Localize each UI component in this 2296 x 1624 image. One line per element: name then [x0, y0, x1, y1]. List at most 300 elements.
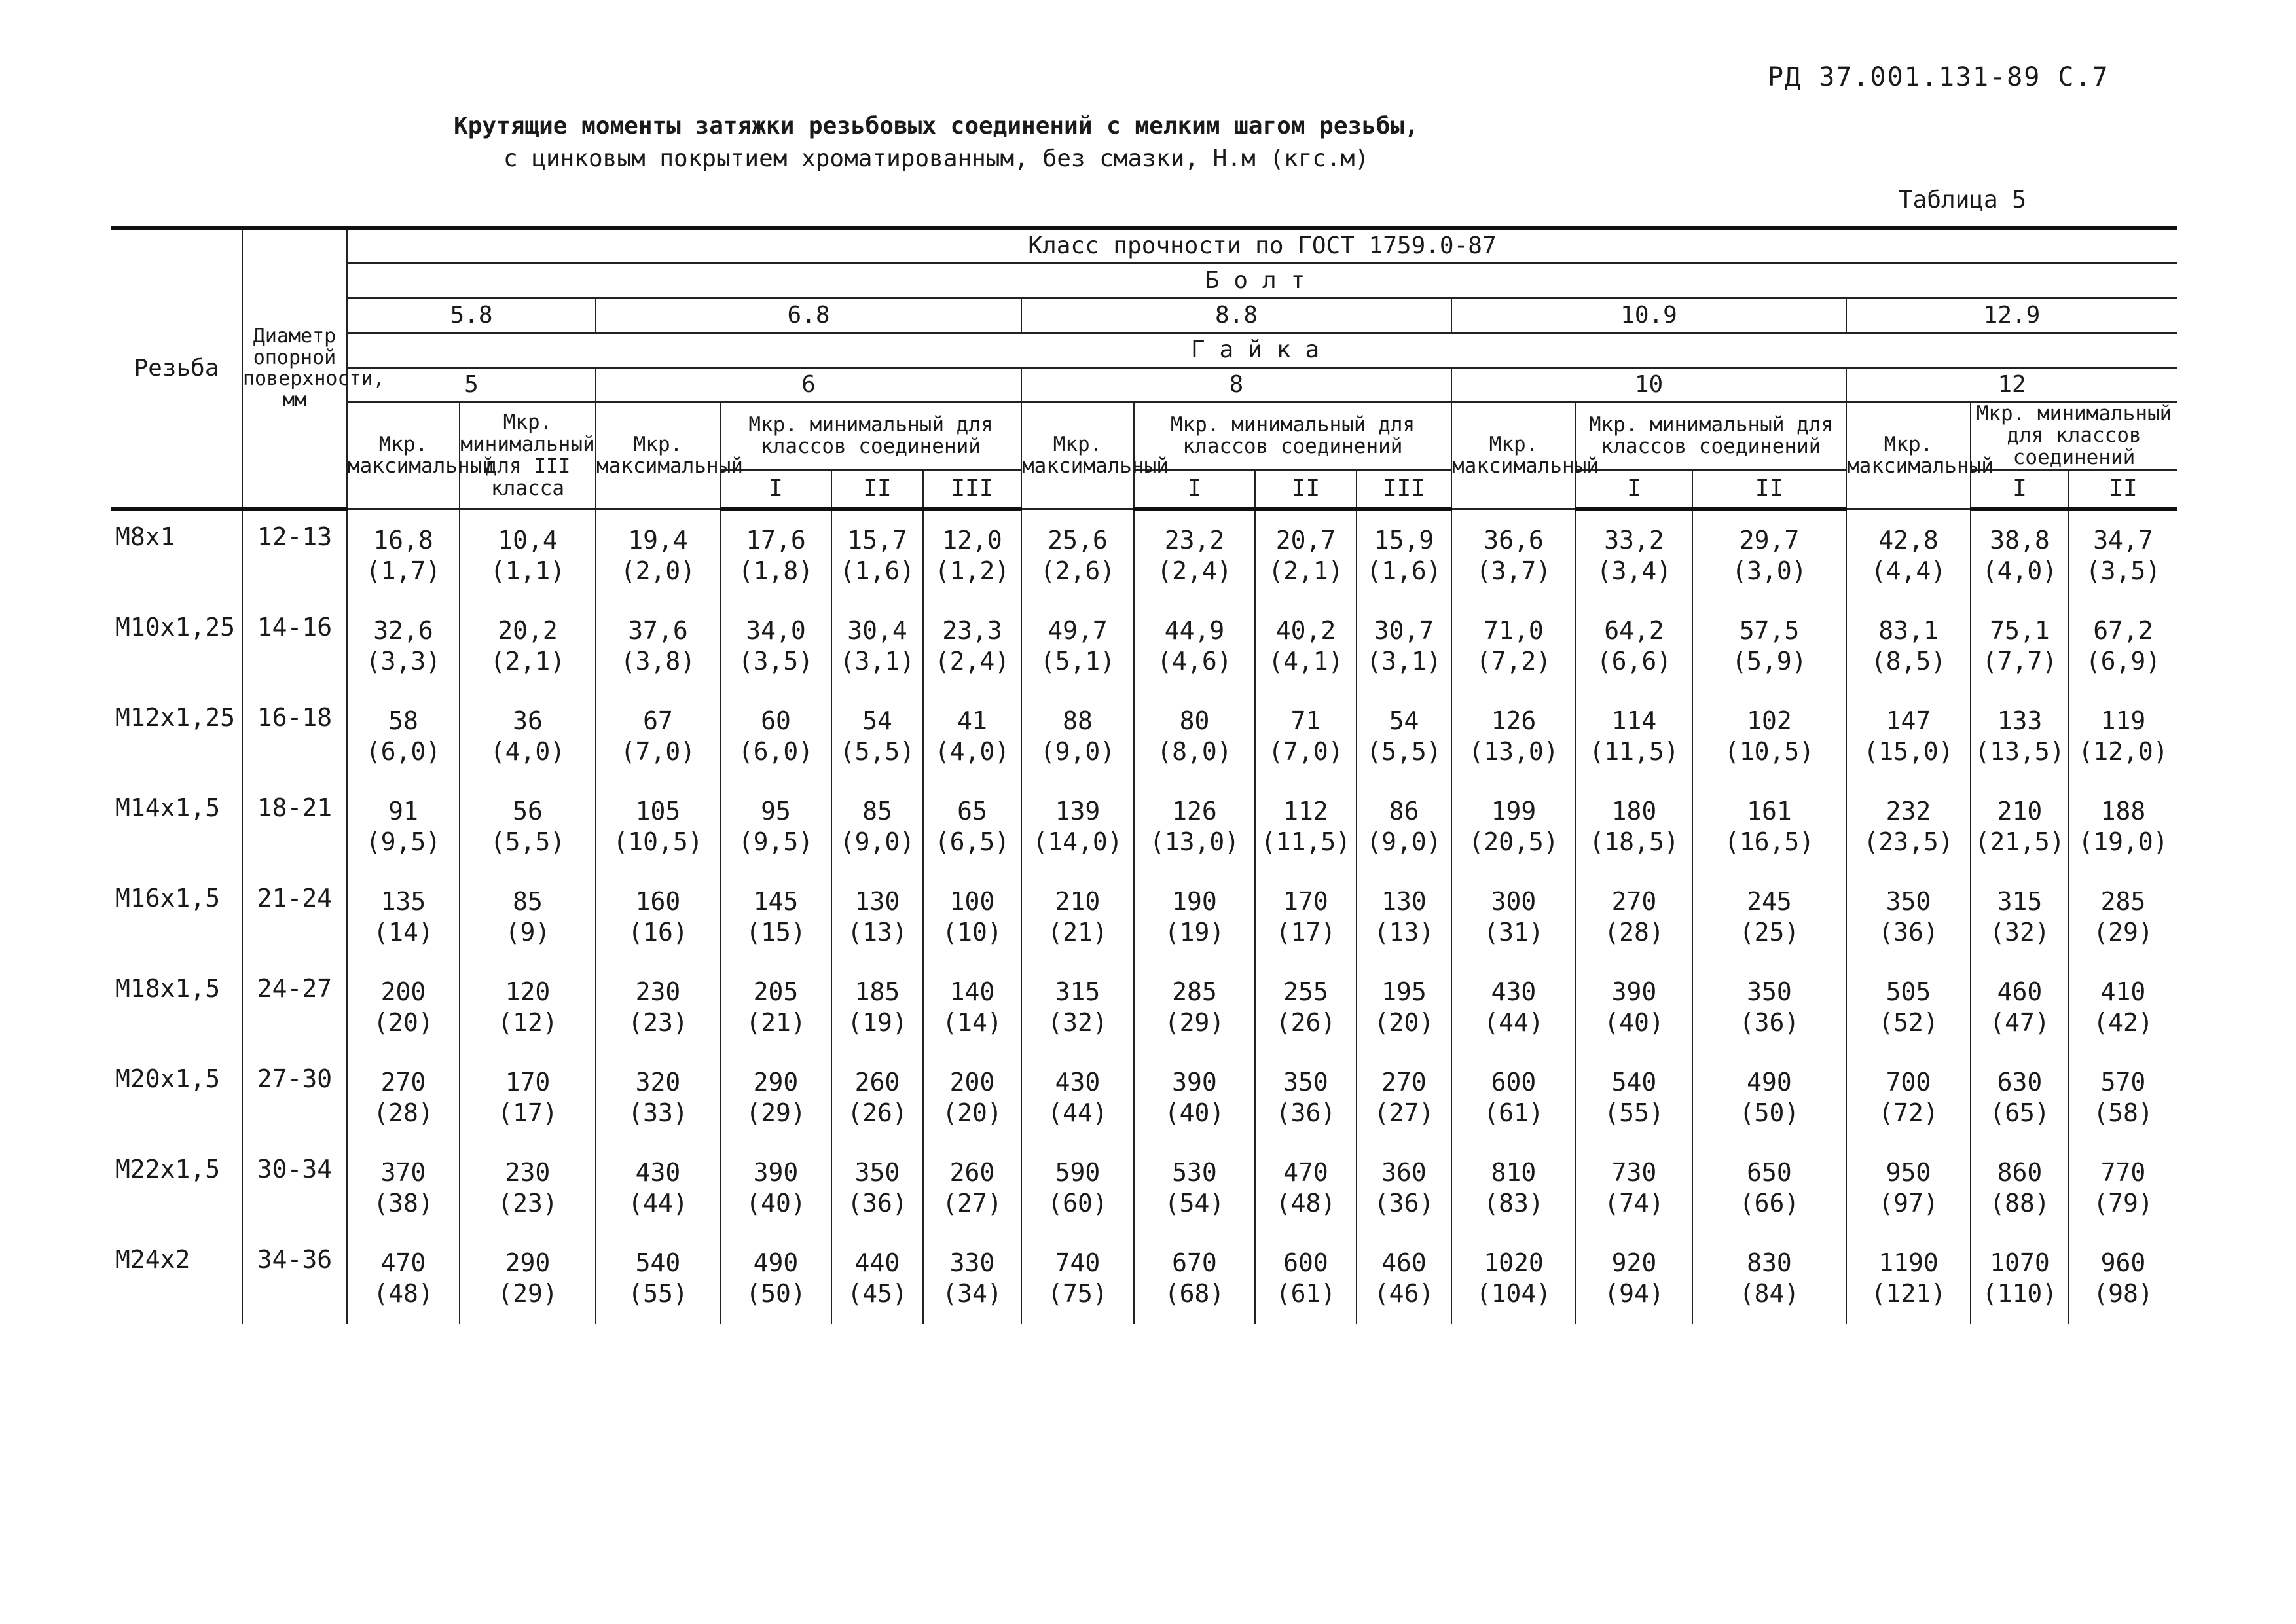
torque-nm-value: 570 — [2100, 1068, 2146, 1097]
torque-nm-value: 130 — [854, 887, 900, 916]
torque-kgfm-value: (9,5) — [738, 827, 814, 857]
torque-kgfm-value: (1,8) — [738, 556, 814, 586]
torque-cell — [2069, 601, 2177, 691]
torque-nm-value: 232 — [1886, 797, 1931, 826]
conn-class-1: I — [1134, 470, 1255, 509]
torque-cell — [1451, 1143, 1576, 1233]
torque-kgfm-value: (97) — [1878, 1189, 1939, 1218]
conn-class-1: I — [1576, 470, 1692, 509]
torque-nm-value: 100 — [949, 887, 995, 916]
nut-class-12: 12 — [1846, 368, 2177, 403]
torque-nm-value: 41 — [957, 706, 987, 736]
torque-nm-value: 390 — [753, 1158, 799, 1187]
conn-class-2: II — [831, 470, 923, 509]
thread-cell: М8х1 — [115, 522, 175, 552]
torque-cell — [347, 1053, 460, 1143]
torque-kgfm-value: (18,5) — [1589, 827, 1679, 857]
torque-nm-value: 126 — [1491, 706, 1537, 736]
torque-kgfm-value: (6,6) — [1596, 647, 1672, 676]
torque-nm-value: 57,5 — [1739, 616, 1800, 645]
torque-nm-value: 199 — [1491, 797, 1537, 826]
torque-cell — [1692, 601, 1846, 691]
torque-cell — [1021, 601, 1134, 691]
torque-nm-value: 15,9 — [1374, 526, 1434, 555]
bolt-class-12-9: 12.9 — [1846, 298, 2177, 333]
torque-cell — [831, 1053, 923, 1143]
torque-nm-value: 460 — [1381, 1248, 1427, 1278]
torque-cell — [720, 1053, 831, 1143]
torque-cell — [1846, 962, 1971, 1053]
table-row — [111, 782, 2177, 872]
torque-kgfm-value: (4,6) — [1157, 647, 1232, 676]
torque-kgfm-value: (42) — [2093, 1008, 2153, 1038]
torque-kgfm-value: (36) — [1739, 1008, 1800, 1038]
torque-kgfm-value: (44) — [628, 1189, 688, 1218]
torque-nm-value: 430 — [1491, 977, 1537, 1007]
torque-kgfm-value: (4,0) — [490, 737, 566, 767]
torque-kgfm-value: (21,5) — [1975, 827, 2065, 857]
torque-cell — [1971, 872, 2069, 962]
torque-nm-value: 285 — [2100, 887, 2146, 916]
torque-nm-value: 54 — [862, 706, 892, 736]
torque-cell — [1576, 691, 1692, 782]
torque-cell — [347, 1143, 460, 1233]
torque-nm-value: 205 — [753, 977, 799, 1007]
torque-kgfm-value: (60) — [1048, 1189, 1108, 1218]
torque-kgfm-value: (27) — [942, 1189, 1002, 1218]
torque-cell — [1692, 1233, 1846, 1324]
table-subtitle: с цинковым покрытием хроматированным, без смазки, Н.м (кгс.м) — [503, 145, 1370, 172]
torque-nm-value: 160 — [635, 887, 681, 916]
torque-kgfm-value: (3,5) — [2085, 556, 2161, 586]
torque-nm-value: 85 — [513, 887, 543, 916]
diameter-header: Диаметр опорной поверхности, мм — [242, 228, 347, 509]
torque-cell — [1255, 601, 1357, 691]
table-row — [111, 1053, 2177, 1143]
torque-kgfm-value: (38) — [373, 1189, 433, 1218]
torque-kgfm-value: (2,0) — [620, 556, 696, 585]
torque-nm-value: 260 — [854, 1068, 900, 1097]
torque-kgfm-value: (7,7) — [1982, 647, 2058, 676]
torque-kgfm-value: (23) — [628, 1008, 688, 1038]
torque-cell — [923, 509, 1021, 602]
torque-cell — [1255, 962, 1357, 1053]
torque-cell — [1357, 1143, 1451, 1233]
torque-cell — [1021, 782, 1134, 872]
nut-class-10: 10 — [1451, 368, 1846, 403]
torque-nm-value: 270 — [1611, 887, 1657, 916]
torque-kgfm-value: (5,5) — [1366, 737, 1442, 767]
torque-nm-value: 350 — [854, 1158, 900, 1187]
torque-nm-value: 44,9 — [1164, 616, 1225, 645]
torque-cell — [720, 509, 831, 602]
torque-nm-value: 170 — [505, 1068, 551, 1097]
torque-cell — [831, 601, 923, 691]
torque-nm-value: 20,2 — [498, 616, 558, 645]
torque-nm-value: 40,2 — [1275, 616, 1336, 645]
torque-cell — [1971, 1053, 2069, 1143]
torque-kgfm-value: (17) — [1275, 918, 1336, 947]
torque-nm-value: 135 — [380, 887, 426, 916]
torque-cell — [1846, 782, 1971, 872]
torque-nm-value: 245 — [1747, 887, 1792, 916]
torque-nm-value: 700 — [1886, 1068, 1931, 1097]
thread-cell: М20х1,5 — [115, 1064, 221, 1094]
torque-kgfm-value: (14) — [942, 1008, 1002, 1038]
torque-kgfm-value: (13) — [847, 918, 907, 947]
torque-cell — [460, 1233, 596, 1324]
torque-kgfm-value: (7,0) — [1268, 737, 1343, 767]
torque-nm-value: 185 — [854, 977, 900, 1007]
torque-cell — [1451, 691, 1576, 782]
max-torque-label: Мкр. максимальный — [1021, 403, 1134, 509]
torque-cell — [1255, 872, 1357, 962]
torque-cell — [923, 782, 1021, 872]
torque-cell — [720, 1143, 831, 1233]
torque-cell — [1451, 1053, 1576, 1143]
torque-kgfm-value: (48) — [373, 1279, 433, 1308]
torque-cell — [720, 962, 831, 1053]
torque-kgfm-value: (9,0) — [1366, 827, 1442, 857]
torque-cell — [1971, 601, 2069, 691]
torque-kgfm-value: (6,5) — [934, 827, 1010, 857]
torque-kgfm-value: (72) — [1878, 1098, 1939, 1128]
torque-nm-value: 390 — [1611, 977, 1657, 1007]
torque-cell — [1255, 509, 1357, 602]
torque-nm-value: 300 — [1491, 887, 1537, 916]
torque-kgfm-value: (83) — [1484, 1189, 1544, 1218]
torque-nm-value: 180 — [1611, 797, 1657, 826]
torque-cell — [1255, 1143, 1357, 1233]
torque-kgfm-value: (1,6) — [839, 556, 915, 586]
torque-nm-value: 490 — [1747, 1068, 1792, 1097]
nut-class-8: 8 — [1021, 368, 1451, 403]
torque-cell — [460, 509, 596, 602]
torque-kgfm-value: (10,5) — [613, 827, 703, 857]
torque-kgfm-value: (45) — [847, 1279, 907, 1308]
torque-nm-value: 71,0 — [1484, 616, 1544, 645]
torque-cell — [347, 962, 460, 1053]
torque-cell — [1255, 1053, 1357, 1143]
torque-cell — [1576, 1233, 1692, 1324]
torque-nm-value: 126 — [1172, 797, 1217, 826]
thread-cell: М18х1,5 — [115, 974, 221, 1003]
torque-kgfm-value: (4,0) — [1982, 556, 2058, 586]
torque-kgfm-value: (65) — [1990, 1098, 2050, 1128]
torque-kgfm-value: (9,0) — [1040, 737, 1116, 767]
torque-cell — [460, 691, 596, 782]
thread-header: Резьба — [111, 228, 242, 509]
torque-nm-value: 88 — [1063, 706, 1093, 736]
torque-cell — [347, 1233, 460, 1324]
torque-cell — [720, 782, 831, 872]
torque-kgfm-value: (50) — [746, 1279, 806, 1308]
torque-nm-value: 36,6 — [1484, 525, 1544, 554]
max-torque-label: Мкр. максимальный — [596, 403, 720, 509]
torque-cell — [1134, 601, 1255, 691]
thread-cell: М24х2 — [115, 1245, 191, 1274]
torque-cell — [347, 509, 460, 602]
torque-cell — [1576, 1053, 1692, 1143]
torque-kgfm-value: (26) — [1275, 1008, 1336, 1038]
thread-cell: М10х1,25 — [115, 613, 236, 642]
thread-cell: М16х1,5 — [115, 884, 221, 913]
torque-kgfm-value: (55) — [628, 1279, 688, 1308]
torque-kgfm-value: (75) — [1048, 1279, 1108, 1308]
torque-nm-value: 80 — [1179, 706, 1210, 736]
torque-kgfm-value: (2,6) — [1040, 556, 1116, 585]
torque-cell — [1134, 509, 1255, 602]
torque-nm-value: 315 — [1055, 977, 1101, 1007]
torque-nm-value: 75,1 — [1990, 616, 2050, 645]
torque-nm-value: 105 — [635, 797, 681, 826]
torque-kgfm-value: (36) — [1878, 918, 1939, 947]
torque-nm-value: 810 — [1491, 1158, 1537, 1187]
torque-nm-value: 64,2 — [1604, 616, 1664, 645]
diameter-cell: 18-21 — [242, 782, 347, 872]
min-torque-class3-label: Мкр. минимальный для III класса — [460, 403, 596, 509]
torque-kgfm-value: (6,9) — [2085, 647, 2161, 676]
torque-kgfm-value: (34) — [942, 1279, 1002, 1308]
torque-cell — [1846, 601, 1971, 691]
torque-kgfm-value: (79) — [2093, 1189, 2153, 1218]
torque-cell — [1971, 962, 2069, 1053]
torque-cell — [347, 601, 460, 691]
torque-cell — [1021, 1143, 1134, 1233]
torque-kgfm-value: (44) — [1048, 1098, 1108, 1128]
torque-nm-value: 470 — [380, 1248, 426, 1278]
torque-cell — [1134, 1233, 1255, 1324]
torque-kgfm-value: (55) — [1604, 1098, 1664, 1128]
torque-cell — [460, 872, 596, 962]
torque-nm-value: 505 — [1886, 977, 1931, 1007]
torque-kgfm-value: (32) — [1990, 918, 2050, 947]
torque-kgfm-value: (11,5) — [1589, 737, 1679, 767]
torque-nm-value: 540 — [635, 1248, 681, 1278]
torque-cell — [1576, 782, 1692, 872]
torque-nm-value: 490 — [753, 1248, 799, 1278]
nut-class-5: 5 — [347, 368, 596, 403]
torque-kgfm-value: (13,0) — [1149, 827, 1240, 857]
torque-cell — [1021, 1053, 1134, 1143]
torque-nm-value: 42,8 — [1878, 525, 1939, 554]
torque-nm-value: 330 — [949, 1248, 995, 1278]
torque-cell — [1357, 691, 1451, 782]
torque-cell — [1021, 509, 1134, 602]
torque-cell — [460, 1143, 596, 1233]
torque-cell — [596, 1053, 720, 1143]
table-row — [111, 872, 2177, 962]
torque-nm-value: 188 — [2100, 797, 2146, 826]
torque-kgfm-value: (47) — [1990, 1008, 2050, 1038]
torque-nm-value: 960 — [2100, 1248, 2146, 1278]
torque-kgfm-value: (16) — [628, 918, 688, 947]
torque-nm-value: 410 — [2100, 977, 2146, 1007]
torque-kgfm-value: (40) — [1164, 1098, 1225, 1128]
torque-cell — [720, 601, 831, 691]
torque-nm-value: 540 — [1611, 1068, 1657, 1097]
torque-nm-value: 34,0 — [746, 616, 806, 645]
bolt-header: Болт — [347, 264, 2177, 298]
torque-cell — [1576, 1143, 1692, 1233]
torque-cell — [1357, 872, 1451, 962]
torque-cell — [1692, 1143, 1846, 1233]
torque-kgfm-value: (15) — [746, 918, 806, 947]
torque-nm-value: 114 — [1611, 706, 1657, 736]
torque-kgfm-value: (20,5) — [1468, 827, 1559, 857]
torque-nm-value: 67,2 — [2093, 616, 2153, 645]
torque-cell — [1846, 872, 1971, 962]
torque-cell — [460, 782, 596, 872]
diameter-cell: 14-16 — [242, 601, 347, 691]
torque-kgfm-value: (36) — [1275, 1098, 1336, 1128]
torque-nm-value: 530 — [1172, 1158, 1217, 1187]
torque-nm-value: 32,6 — [373, 616, 433, 645]
torque-kgfm-value: (5,9) — [1732, 647, 1807, 676]
torque-kgfm-value: (98) — [2093, 1279, 2153, 1308]
conn-class-1: I — [720, 470, 831, 509]
torque-cell — [1134, 1143, 1255, 1233]
torque-nm-value: 350 — [1283, 1068, 1328, 1097]
torque-kgfm-value: (44) — [1484, 1008, 1544, 1038]
torque-cell — [1692, 872, 1846, 962]
torque-cell — [1692, 782, 1846, 872]
torque-nm-value: 145 — [753, 887, 799, 916]
torque-kgfm-value: (74) — [1604, 1189, 1664, 1218]
diameter-cell: 30-34 — [242, 1143, 347, 1233]
max-torque-label: Мкр. максимальный — [347, 403, 460, 509]
torque-cell — [1692, 509, 1846, 602]
torque-nm-value: 19,4 — [628, 525, 688, 554]
torque-nm-value: 390 — [1172, 1068, 1217, 1097]
torque-cell — [1576, 962, 1692, 1053]
torque-kgfm-value: (32) — [1048, 1008, 1108, 1038]
torque-kgfm-value: (5,1) — [1040, 647, 1116, 676]
torque-nm-value: 86 — [1389, 797, 1419, 826]
torque-nm-value: 210 — [1997, 797, 2043, 826]
torque-nm-value: 600 — [1283, 1248, 1328, 1278]
conn-class-2: II — [1692, 470, 1846, 509]
torque-kgfm-value: (13,0) — [1468, 737, 1559, 767]
torque-cell — [1255, 1233, 1357, 1324]
torque-cell — [596, 691, 720, 782]
conn-class-2: II — [2069, 470, 2177, 509]
torque-nm-value: 65 — [957, 797, 987, 826]
torque-kgfm-value: (23,5) — [1863, 827, 1954, 857]
torque-nm-value: 230 — [635, 977, 681, 1007]
torque-nm-value: 200 — [949, 1068, 995, 1097]
torque-nm-value: 260 — [949, 1158, 995, 1187]
torque-cell — [831, 509, 923, 602]
torque-kgfm-value: (23) — [498, 1189, 558, 1218]
torque-kgfm-value: (2,4) — [934, 647, 1010, 676]
torque-cell — [1357, 782, 1451, 872]
torque-cell — [2069, 872, 2177, 962]
torque-kgfm-value: (46) — [1374, 1279, 1434, 1308]
table-row — [111, 1233, 2177, 1324]
torque-cell — [596, 1143, 720, 1233]
torque-kgfm-value: (21) — [746, 1008, 806, 1038]
torque-nm-value: 1020 — [1484, 1248, 1544, 1278]
torque-nm-value: 460 — [1997, 977, 2043, 1007]
thread-cell: М12х1,25 — [115, 703, 236, 732]
torque-cell — [1451, 1233, 1576, 1324]
torque-nm-value: 36 — [513, 706, 543, 736]
torque-nm-value: 85 — [862, 797, 892, 826]
torque-cell — [831, 1233, 923, 1324]
torque-nm-value: 49,7 — [1048, 616, 1108, 645]
torque-nm-value: 16,8 — [373, 525, 433, 554]
max-torque-label: Мкр. максимальный — [1451, 403, 1576, 509]
torque-nm-value: 23,2 — [1164, 526, 1225, 555]
torque-nm-value: 140 — [949, 977, 995, 1007]
torque-cell — [1846, 691, 1971, 782]
torque-kgfm-value: (36) — [1374, 1189, 1434, 1218]
table-row — [111, 601, 2177, 691]
torque-cell — [1134, 962, 1255, 1053]
torque-kgfm-value: (3,5) — [738, 647, 814, 676]
torque-kgfm-value: (3,8) — [620, 647, 696, 676]
torque-kgfm-value: (54) — [1164, 1189, 1225, 1218]
torque-kgfm-value: (31) — [1484, 918, 1544, 947]
bolt-class-10-9: 10.9 — [1451, 298, 1846, 333]
torque-nm-value: 139 — [1055, 797, 1101, 826]
table-number: Таблица 5 — [1899, 187, 2027, 213]
torque-kgfm-value: (17) — [498, 1098, 558, 1128]
torque-nm-value: 130 — [1381, 887, 1427, 916]
torque-nm-value: 920 — [1611, 1248, 1657, 1278]
torque-nm-value: 670 — [1172, 1248, 1217, 1278]
torque-cell — [596, 1233, 720, 1324]
torque-cell — [1971, 509, 2069, 602]
torque-kgfm-value: (20) — [942, 1098, 1002, 1128]
torque-cell — [831, 691, 923, 782]
torque-kgfm-value: (1,1) — [490, 556, 566, 585]
torque-nm-value: 71 — [1290, 706, 1321, 736]
min-torque-label: Мкр. минимальный для классов соединений — [1971, 403, 2177, 470]
torque-nm-value: 350 — [1747, 977, 1792, 1007]
torque-kgfm-value: (12,0) — [2078, 737, 2168, 767]
torque-cell — [2069, 1233, 2177, 1324]
torque-kgfm-value: (29) — [1164, 1008, 1225, 1038]
torque-nm-value: 119 — [2100, 706, 2146, 736]
torque-cell — [460, 962, 596, 1053]
table-row — [111, 691, 2177, 782]
min-torque-label: Мкр. минимальный для классов соединений — [1576, 403, 1846, 470]
torque-cell — [831, 962, 923, 1053]
torque-kgfm-value: (26) — [847, 1098, 907, 1128]
diameter-cell: 16-18 — [242, 691, 347, 782]
torque-cell — [1021, 1233, 1134, 1324]
torque-cell — [1971, 1143, 2069, 1233]
torque-kgfm-value: (7,0) — [620, 737, 696, 767]
torque-kgfm-value: (3,4) — [1596, 556, 1672, 586]
torque-kgfm-value: (40) — [1604, 1008, 1664, 1038]
torque-kgfm-value: (3,7) — [1476, 556, 1552, 585]
torque-cell — [1451, 601, 1576, 691]
torque-cell — [2069, 962, 2177, 1053]
conn-class-3: III — [1357, 470, 1451, 509]
torque-nm-value: 315 — [1997, 887, 2043, 916]
diameter-cell: 24-27 — [242, 962, 347, 1053]
torque-cell — [1021, 691, 1134, 782]
torque-kgfm-value: (27) — [1374, 1098, 1434, 1128]
nut-header: Гайка — [347, 333, 2177, 368]
torque-kgfm-value: (68) — [1164, 1279, 1225, 1308]
torque-nm-value: 440 — [854, 1248, 900, 1278]
torque-nm-value: 10,4 — [498, 525, 558, 554]
torque-nm-value: 320 — [635, 1068, 681, 1097]
